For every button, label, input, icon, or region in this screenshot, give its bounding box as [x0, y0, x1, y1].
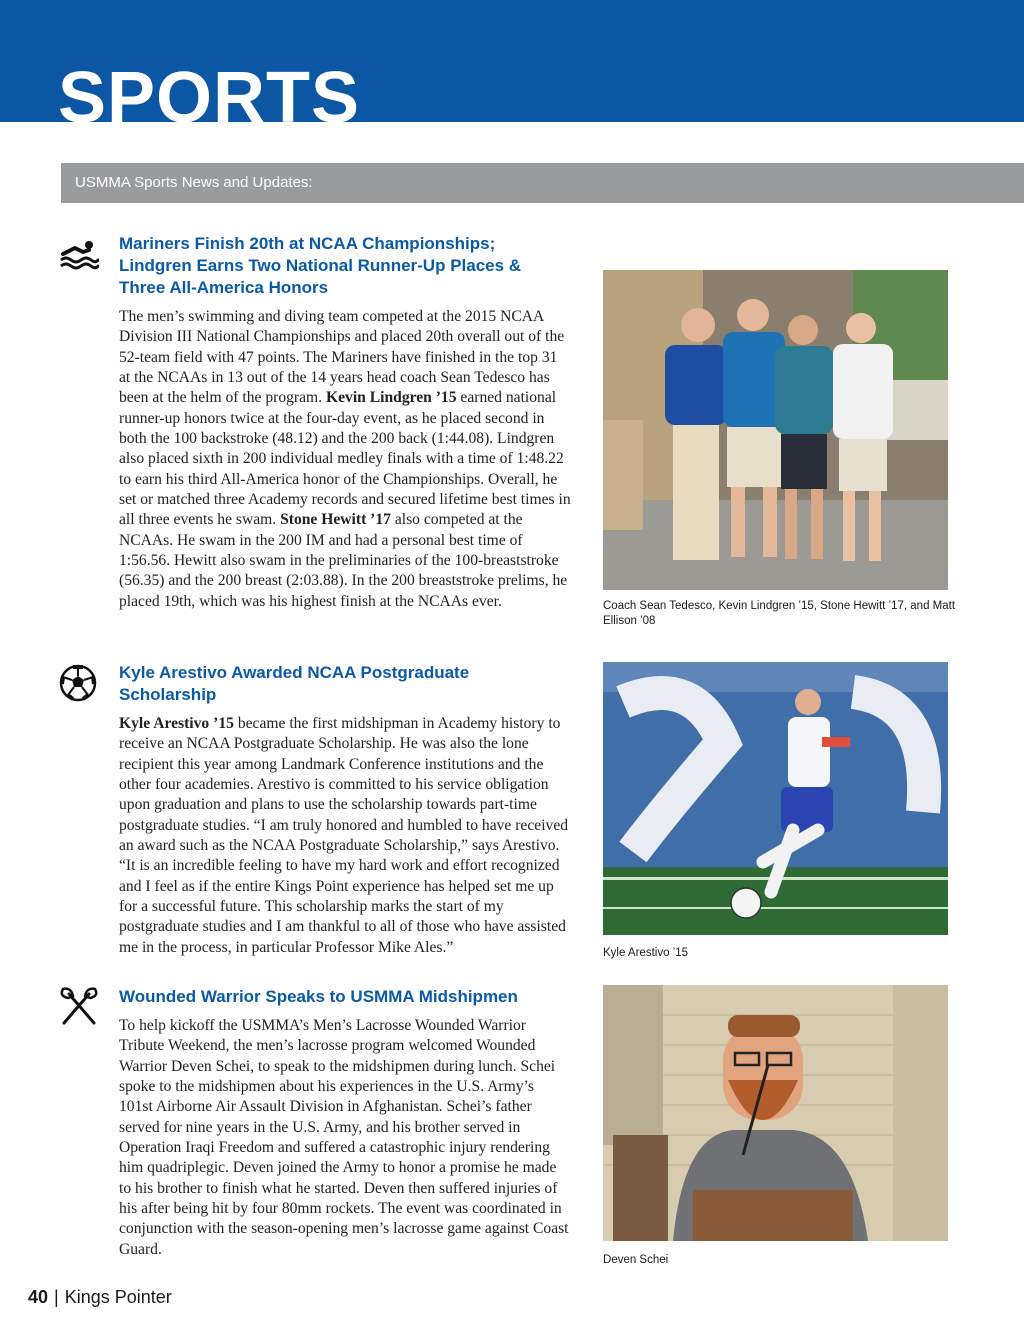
- swimmer-icon: [59, 238, 99, 278]
- body-segment: became the first midshipman in Academy history to receive an NCAA Postgraduate Scholarship. He was also the lone recipient this year among Landmark Conference institutions and the other four academies. Arestivo is committed to his service obligation upon graduation and plans to use the scholarship towards part-time postgraduate studies. “I am truly honored and humbled to have received an award such as the NCAA Postgraduate Scholarship,” says Arestivo. “It is an incredible feeling to have my hard work and effort recognized and I feel as if the entire Kings Point experience has helped set me up for a successful future. This scholarship marks the start of my postgraduate studies and I am thankful to all of those who have assisted me in the process, in particular Professor Mike Ales.”: [119, 715, 569, 956]
- body-segment: The men’s swimming and diving team competed at the 2015 NCAA Division III National Championships and placed 20th overall out of the 52-team field with 47 points. The Mariners have finished in the top 31 at the NCAAs in 13 out of the 14 years head coach Sean Tedesco has been at the helm of the program.: [119, 308, 565, 407]
- soccer-ball-icon: [59, 664, 99, 704]
- page-footer: [28, 1286, 172, 1308]
- photo-caption: Deven Schei: [603, 1254, 669, 1266]
- article-body: [119, 307, 571, 612]
- section-bar-label: USMMA Sports News and Updates:: [75, 174, 313, 191]
- article-headline: Kyle Arestivo Awarded NCAA Postgraduate Scholarship: [119, 663, 470, 704]
- photo-caption: Coach Sean Tedesco, Kevin Lindgren ’15, Stone Hewitt ’17, and Matt Ellison ’08: [603, 600, 956, 627]
- article-swimming: [119, 233, 571, 612]
- publication-name: Kings Pointer: [64, 1287, 172, 1307]
- article-headline: Mariners Finish 20th at NCAA Championships; Lindgren Earns Two National Runner-Up Places & Three All-America Honors: [119, 234, 522, 297]
- body-segment-bold: Kyle Arestivo ’15: [119, 715, 234, 732]
- section-bar: [61, 163, 1024, 203]
- article-soccer: [119, 662, 571, 958]
- lacrosse-sticks-icon: [59, 986, 99, 1026]
- body-segment: also competed at the NCAAs. He swam in the 200 IM and had a personal best time of 1:56.56. Hewitt also swam in the preliminaries of the 100-breaststroke (56.35) and the 200 breast (2:03.88). In the 200 breaststroke prelims, he placed 19th, which was his highest finish at the NCAAs ever.: [119, 511, 568, 610]
- photo-caption: Kyle Arestivo ’15: [603, 947, 689, 959]
- body-segment-bold: Kevin Lindgren ’15: [325, 389, 457, 407]
- page-title: SPORTS: [58, 58, 361, 122]
- page-number: 40: [28, 1287, 49, 1307]
- body-segment-bold: Stone Hewitt ’17: [280, 511, 391, 529]
- photo-swim-team: [603, 270, 948, 590]
- article-body: [119, 714, 571, 958]
- article-lacrosse: [119, 986, 571, 1260]
- body-segment: To help kickoff the USMMA’s Men’s Lacrosse Wounded Warrior Tribute Weekend, the men’s lacrosse program welcomed Wounded Warrior Deven Schei, to speak to the midshipmen during lunch. Schei spoke to the midshipmen about his experiences in the U.S. Army’s 101st Airborne Air Assault Division in Afghanistan. Schei’s father served for nine years in the U.S. Army, and his brother served in Operation Iraqi Freedom and suffered a catastrophic injury rendering him quadriplegic. Deven joined the Army to honor a promise he made to his brother to finish what he started. Deven then suffered injuries of his after being hit by four 80mm rockets. The event was coordinated in conjunction with the season-opening men’s lacrosse game against Coast Guard.: [119, 1017, 569, 1258]
- footer-separator: |: [54, 1287, 59, 1307]
- photo-soccer-player: [603, 662, 948, 935]
- photo-speaker: [603, 985, 948, 1241]
- article-body: [119, 1016, 571, 1260]
- article-headline: Wounded Warrior Speaks to USMMA Midshipmen: [119, 987, 518, 1006]
- body-segment: earned national runner-up honors twice at the four-day event, as he placed second in both the 100 backstroke (48.12) and the 200 back (1:44.08). Lindgren also placed sixth in 200 individual medley finals with a time of 1:48.22 to earn his third All-America honor of the Championships. Overall, he set or matched three Academy records and secured lifetime best times in all three events he swam.: [119, 389, 571, 529]
- header-banner: [0, 0, 1024, 122]
